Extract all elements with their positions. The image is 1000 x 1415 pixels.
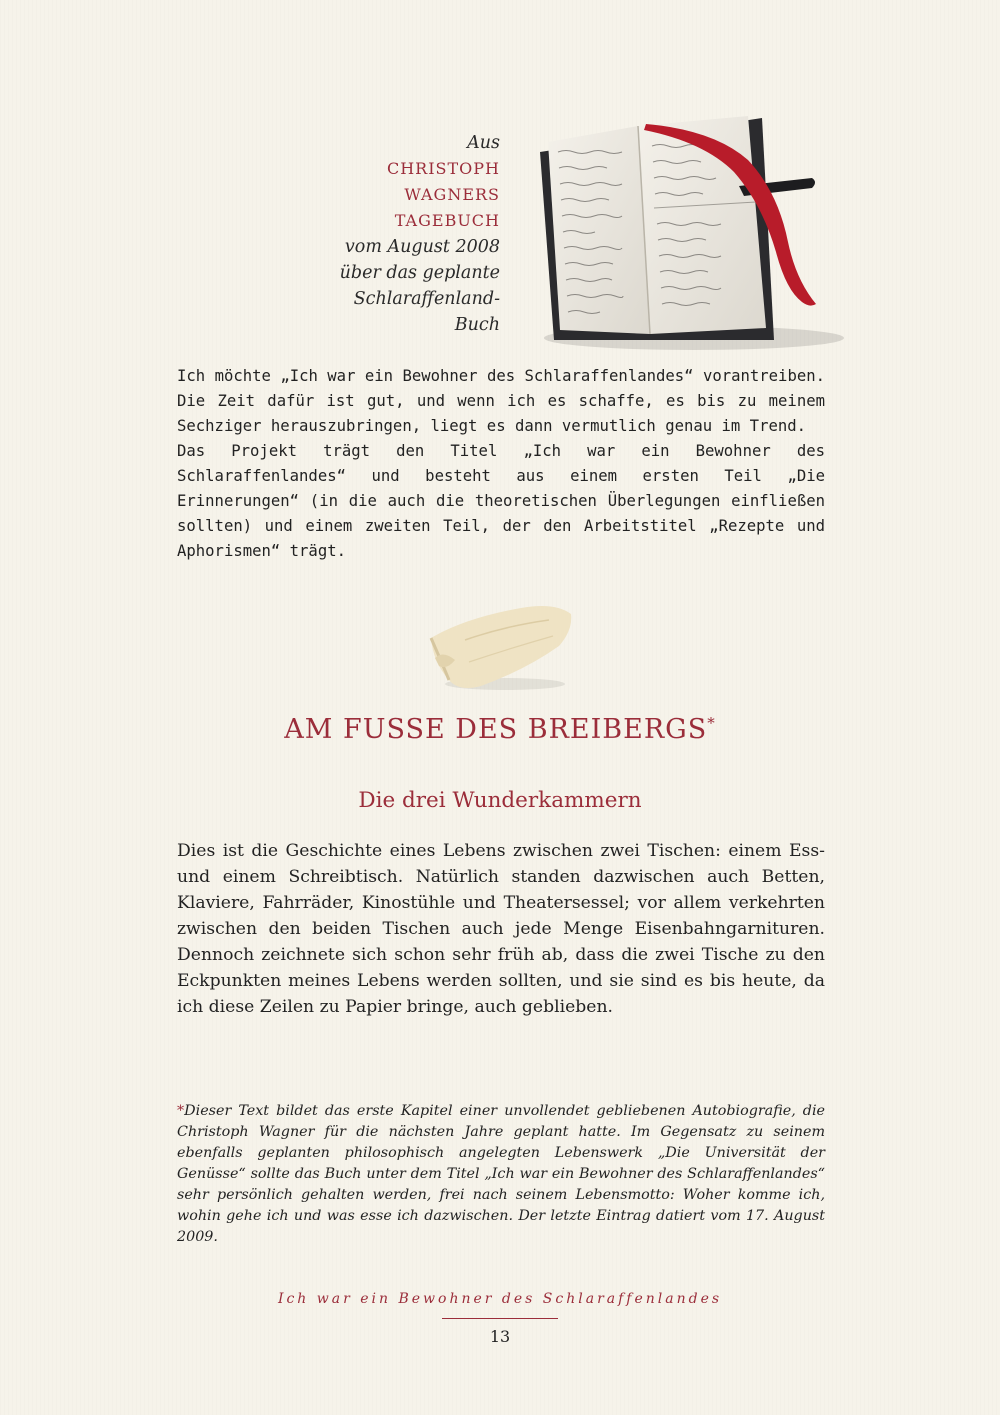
chapter-subtitle: Die drei Wunderkammern <box>358 788 642 813</box>
chapter-title-mark: * <box>707 714 716 732</box>
chapter-body: Dies ist die Geschichte eines Lebens zwischen zwei Tischen: einem Ess- und einem Schreibtisch. Natürlich standen dazwischen auch Betten, Klaviere, Fahrräder, Kinostühle und Theatersessel; vor allem verkehrten zwischen den beiden Tischen auch jede Menge Eisenbahngarnituren. Dennoch zeichnete sich schon sehr früh ab, dass die zwei Tische zu den Eckpunkten meines Lebens werden sollten, und sie sind es bis heute, da ich diese Zeilen zu Papier bringe, auch geblieben. <box>177 841 825 1017</box>
napkin-illustration <box>425 600 575 692</box>
page-number: 13 <box>489 1327 511 1346</box>
caption-line: Schlaraffenland- <box>353 289 500 309</box>
footnote <box>177 1101 825 1248</box>
footnote-mark: * <box>177 1103 185 1119</box>
notebook-illustration <box>534 112 850 352</box>
caption-line: Buch <box>454 315 500 335</box>
diary-paragraph: Ich möchte „Ich war ein Bewohner des Schlaraffenlandes“ vorantreiben. Die Zeit dafür ist gut, und wenn ich es schaffe, es bis zu meinem Sechziger herauszubringen, liegt es dann vermutlich genau im Trend. <box>177 367 825 435</box>
image-caption <box>300 130 500 338</box>
running-footer-title: Ich war ein Bewohner des Schlaraffenlandes <box>277 1291 723 1307</box>
caption-line: über das geplante <box>339 263 500 283</box>
caption-line: WAGNERS <box>404 185 500 204</box>
footer-divider <box>442 1318 558 1319</box>
caption-line: CHRISTOPH <box>386 159 500 178</box>
caption-line: Aus <box>467 133 500 153</box>
caption-line: vom August 2008 <box>344 237 500 257</box>
chapter-title <box>0 714 1000 745</box>
diary-paragraph: Das Projekt trägt den Titel „Ich war ein Bewohner des Schlaraffenlandes“ und besteht aus einem ersten Teil „Die Erinnerungen“ (in die auch die theoretischen Überlegungen einfließen sollten) und einem zweiten Teil, der den Arbeitstitel „Rezepte und Aphorismen“ trägt. <box>177 442 825 560</box>
chapter-title-text: AM FUSSE DES BREIBERGS <box>284 714 708 745</box>
diary-excerpt <box>177 364 825 564</box>
footnote-text: Dieser Text bildet das erste Kapitel einer unvollendet gebliebenen Autobiografie, die Christoph Wagner für die nächsten Jahre geplant hatte. Im Gegensatz zu seinem ebenfalls geplanten philosophisch angelegten Lebenswerk „Die Universität der Genüsse“ sollte das Buch unter dem Titel „Ich war ein Bewohner des Schlaraffenlandes“ sehr persönlich gehalten werden, frei nach seinem Lebensmotto: Woher komme ich, wohin gehe ich und was esse ich dazwischen. Der letzte Eintrag datiert vom 17. August 2009. <box>177 1103 825 1245</box>
caption-line: TAGEBUCH <box>394 211 500 230</box>
